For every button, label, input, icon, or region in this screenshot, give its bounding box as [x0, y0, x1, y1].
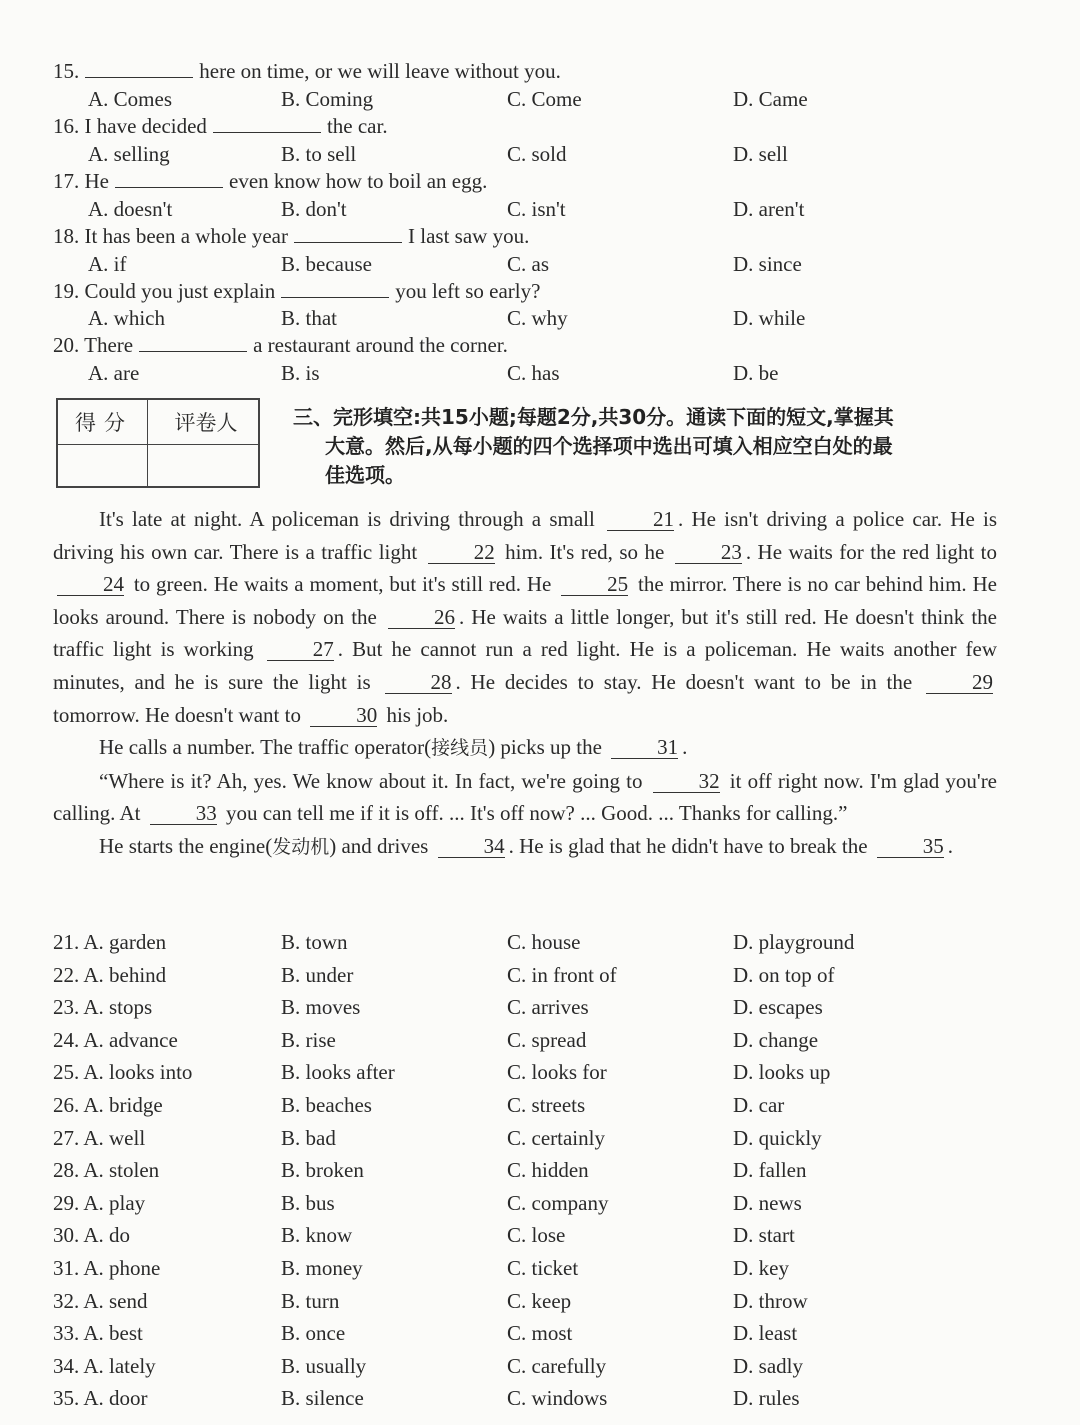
option-text: C. arrives: [507, 995, 589, 1019]
option: [53, 1124, 145, 1152]
option-text: C. certainly: [507, 1126, 605, 1150]
option-text: B. turn: [281, 1289, 340, 1313]
option: [53, 993, 152, 1021]
question-number: 34.: [53, 1354, 84, 1378]
question-number: 23.: [53, 995, 84, 1019]
option-text: D. car: [733, 1093, 785, 1117]
answer-blank: [85, 57, 193, 78]
option-text: A. stolen: [83, 1158, 160, 1182]
question-stem: [53, 57, 561, 85]
passage-text: . He decides to stay. He doesn't want to be in the: [455, 669, 922, 694]
question-number: 26.: [53, 1093, 84, 1117]
option: A. selling: [88, 142, 170, 166]
option: [733, 1156, 806, 1184]
option: [281, 961, 353, 989]
numbered-blank: 25: [561, 573, 628, 596]
option-text: D. news: [733, 1191, 802, 1215]
option-text: C. carefully: [507, 1354, 607, 1378]
option: [733, 993, 823, 1021]
option: [733, 961, 835, 989]
option: C. as: [507, 252, 549, 276]
option-text: C. streets: [507, 1093, 586, 1117]
question-text: the car.: [326, 114, 388, 138]
option: [53, 1287, 148, 1315]
passage-text: He calls a number. The traffic operator(: [99, 735, 432, 760]
option: D. sell: [733, 142, 788, 166]
passage-paragraph: [53, 765, 997, 830]
option: C. isn't: [507, 197, 566, 221]
option: [733, 1091, 784, 1119]
option: A. Comes: [88, 87, 172, 111]
question-number: 24.: [53, 1028, 84, 1052]
option-text: C. ticket: [507, 1256, 579, 1280]
passage-text: it off right now. I'm glad you're calling. At: [53, 768, 998, 826]
option: A. if: [88, 252, 127, 276]
option-text: C. hidden: [507, 1158, 589, 1182]
option: [53, 1254, 160, 1282]
option: [733, 1124, 822, 1152]
option-text: D. start: [733, 1223, 795, 1247]
score-label: 得分: [75, 411, 133, 435]
option: [53, 1058, 192, 1086]
option-text: D. least: [733, 1321, 798, 1345]
option: A. are: [88, 361, 140, 385]
option-text: B. usually: [281, 1354, 367, 1378]
option: D. aren't: [733, 197, 805, 221]
option-text: D. escapes: [733, 995, 823, 1019]
question-text: I last saw you.: [408, 224, 530, 248]
option-text: B. moves: [281, 995, 361, 1019]
question-number: 31.: [53, 1256, 84, 1280]
option: [281, 1384, 364, 1412]
passage-text: ) picks up the: [488, 735, 608, 760]
option: [53, 1221, 130, 1249]
passage-text: 接线员: [431, 737, 489, 760]
numbered-blank: 21: [607, 508, 674, 531]
option-text: B. town: [281, 930, 348, 954]
answer-blank: [294, 222, 402, 243]
option: [507, 1254, 578, 1282]
option-text: D. sadly: [733, 1354, 803, 1378]
option: D. be: [733, 361, 779, 385]
option-text: B. looks after: [281, 1060, 395, 1084]
option-text: A. play: [83, 1191, 146, 1215]
question-number: 27.: [53, 1126, 84, 1150]
option: D. Came: [733, 87, 808, 111]
question-text: There: [84, 333, 134, 357]
numbered-blank: 26: [388, 606, 455, 629]
option: [281, 993, 360, 1021]
option-text: A. looks into: [83, 1060, 193, 1084]
grader-label: 评卷人: [174, 411, 238, 435]
question-number: 15.: [53, 59, 80, 83]
section-title-line: 佳选项。: [325, 463, 405, 487]
option: [53, 1189, 145, 1217]
option: [507, 1189, 608, 1217]
option-text: D. fallen: [733, 1158, 807, 1182]
option-text: B. know: [281, 1223, 353, 1247]
option-text: C. spread: [507, 1028, 587, 1052]
option: B. to sell: [281, 142, 357, 166]
option-text: B. beaches: [281, 1093, 372, 1117]
option: [507, 1124, 605, 1152]
passage-text: ) and drives: [329, 833, 434, 858]
option: D. while: [733, 306, 806, 330]
question-number: 17.: [53, 169, 80, 193]
option-text: A. send: [83, 1289, 148, 1313]
option-text: D. on top of: [733, 963, 835, 987]
option: [507, 1156, 589, 1184]
divider: [147, 400, 148, 486]
question-text: He: [84, 169, 109, 193]
option-text: A. bridge: [83, 1093, 163, 1117]
option: [281, 928, 348, 956]
option: C. why: [507, 306, 568, 330]
passage-text: his job.: [381, 702, 449, 727]
option: [281, 1026, 336, 1054]
option-text: C. company: [507, 1191, 609, 1215]
option: [281, 1319, 345, 1347]
numbered-blank: 23: [675, 541, 742, 564]
option: [507, 993, 589, 1021]
option-text: B. once: [281, 1321, 346, 1345]
question-number: 19.: [53, 279, 80, 303]
passage: [53, 503, 997, 864]
option-text: D. rules: [733, 1386, 800, 1410]
option-text: B. rise: [281, 1028, 336, 1052]
option: [507, 1091, 585, 1119]
option: [733, 1384, 800, 1412]
option: A. doesn't: [88, 197, 173, 221]
numbered-blank: 33: [150, 802, 217, 825]
passage-text: He starts the engine(: [99, 833, 273, 858]
question-text: even know how to boil an egg.: [229, 169, 488, 193]
numbered-blank: 29: [926, 671, 993, 694]
option-text: C. keep: [507, 1289, 572, 1313]
option: [281, 1091, 372, 1119]
option-text: A. garden: [83, 930, 167, 954]
numbered-blank: 27: [267, 638, 334, 661]
option: [733, 1189, 802, 1217]
numbered-blank: 32: [653, 770, 720, 793]
option: A. which: [88, 306, 165, 330]
question-text: It has been a whole year: [84, 224, 288, 248]
option-text: A. well: [83, 1126, 146, 1150]
passage-paragraph: [53, 830, 997, 864]
question-stem: [53, 112, 388, 140]
passage-text: . He waits for the red light to: [745, 539, 998, 564]
question-stem: [53, 331, 508, 359]
question-stem: [53, 222, 529, 250]
answer-blank: [115, 167, 223, 188]
option: [507, 1384, 607, 1412]
option: [507, 1058, 607, 1086]
option: [53, 928, 166, 956]
numbered-blank: 31: [611, 736, 678, 759]
question-number: 25.: [53, 1060, 84, 1084]
passage-text: the mirror. There is no car behind him. He looks around. There is nobody on the: [53, 572, 997, 629]
question-text: I have decided: [84, 114, 207, 138]
answer-blank: [281, 277, 389, 298]
option: [733, 1287, 808, 1315]
option: [733, 1026, 818, 1054]
option: [507, 1352, 606, 1380]
option: [281, 1254, 363, 1282]
option: B. because: [281, 252, 372, 276]
score-box: [56, 398, 260, 488]
option-text: D. key: [733, 1256, 789, 1280]
option-text: B. money: [281, 1256, 363, 1280]
option-text: B. silence: [281, 1386, 364, 1410]
passage-text: 发动机: [272, 835, 330, 858]
passage-text: . He is glad that he didn't have to break the: [508, 833, 873, 858]
option: [507, 1026, 586, 1054]
option-text: D. looks up: [733, 1060, 831, 1084]
question-number: 32.: [53, 1289, 84, 1313]
question-text: you left so early?: [395, 279, 541, 303]
option: B. don't: [281, 197, 347, 221]
numbered-blank: 24: [57, 573, 124, 596]
passage-text: tomorrow. He doesn't want to: [53, 702, 307, 727]
question-number: 28.: [53, 1158, 84, 1182]
option: [281, 1156, 364, 1184]
question-number: 21.: [53, 930, 84, 954]
option: D. since: [733, 252, 802, 276]
option: [733, 1352, 803, 1380]
option: B. is: [281, 361, 320, 385]
section-title-line: 三、完形填空:共15小题;每题2分,共30分。通读下面的短文,掌握其: [293, 405, 894, 429]
option-text: B. broken: [281, 1158, 364, 1182]
numbered-blank: 28: [385, 671, 452, 694]
option: [733, 1058, 830, 1086]
option: [733, 1221, 795, 1249]
passage-text: It's late at night. A policeman is driving through a small: [99, 507, 604, 531]
answer-blank: [139, 331, 247, 352]
option: B. Coming: [281, 87, 374, 111]
option-text: A. best: [83, 1321, 143, 1345]
option: [281, 1352, 366, 1380]
question-stem: [53, 277, 540, 305]
section-instructions: [293, 403, 993, 490]
question-text: Could you just explain: [84, 279, 276, 303]
option-text: B. bus: [281, 1191, 335, 1215]
option: [53, 1026, 178, 1054]
passage-paragraph: [53, 503, 997, 731]
question-number: 30.: [53, 1223, 84, 1247]
option-text: B. bad: [281, 1126, 336, 1150]
option: C. sold: [507, 142, 567, 166]
numbered-blank: 30: [310, 704, 377, 727]
option-text: D. throw: [733, 1289, 808, 1313]
option: [733, 1254, 789, 1282]
question-number: 22.: [53, 963, 84, 987]
option-text: D. playground: [733, 930, 855, 954]
passage-text: . But he cannot run a red light. He is a policeman. He waits another few minutes, and he is sure the light is: [53, 637, 997, 694]
question-number: 20.: [53, 333, 80, 357]
option-text: A. behind: [83, 963, 167, 987]
option: [53, 1091, 163, 1119]
option: [53, 961, 166, 989]
question-number: 16.: [53, 114, 80, 138]
option-text: A. advance: [83, 1028, 178, 1052]
option: [507, 928, 581, 956]
numbered-blank: 22: [428, 541, 495, 564]
option: [281, 1124, 336, 1152]
option-text: A. do: [83, 1223, 131, 1247]
option-text: C. looks for: [507, 1060, 607, 1084]
question-text: here on time, or we will leave without you.: [199, 59, 561, 83]
option: [281, 1189, 335, 1217]
option: [53, 1352, 156, 1380]
question-number: 18.: [53, 224, 80, 248]
question-text: a restaurant around the corner.: [253, 333, 508, 357]
option-text: C. house: [507, 930, 581, 954]
option: [507, 1287, 571, 1315]
passage-text: you can tell me if it is off. ... It's off now? ... Good. ... Thanks for calling.”: [220, 801, 848, 826]
option-text: A. door: [83, 1386, 148, 1410]
option-text: C. in front of: [507, 963, 617, 987]
option: B. that: [281, 306, 337, 330]
option-text: C. windows: [507, 1386, 608, 1410]
option: [281, 1058, 395, 1086]
question-number: 29.: [53, 1191, 84, 1215]
option: [507, 961, 617, 989]
passage-paragraph: [53, 731, 997, 765]
option-text: A. phone: [83, 1256, 161, 1280]
option: [53, 1156, 159, 1184]
question-stem: [53, 167, 487, 195]
option: [281, 1221, 352, 1249]
option: [507, 1319, 572, 1347]
option-text: A. stops: [83, 995, 153, 1019]
numbered-blank: 35: [877, 835, 944, 858]
passage-text: him. It's red, so he: [498, 539, 671, 564]
option-text: C. most: [507, 1321, 573, 1345]
option-text: D. quickly: [733, 1126, 822, 1150]
divider: [58, 444, 258, 445]
option: [53, 1384, 148, 1412]
question-number: 33.: [53, 1321, 84, 1345]
passage-text: . He isn't driving a police car. He is driving his own car. There is a traffic light: [53, 507, 998, 564]
option: [733, 1319, 797, 1347]
option-text: A. lately: [83, 1354, 156, 1378]
answer-blank: [213, 112, 321, 133]
passage-text: . He waits a little longer, but it's still red. He doesn't think the traffic light is working: [53, 604, 997, 662]
option-text: C. lose: [507, 1223, 566, 1247]
option-text: B. under: [281, 963, 354, 987]
passage-text: .: [682, 735, 688, 760]
option: C. has: [507, 361, 560, 385]
section-title-line: 大意。然后,从每小题的四个选择项中选出可填入相应空白处的最: [325, 434, 893, 458]
passage-text: .: [947, 833, 954, 858]
option: [733, 928, 854, 956]
numbered-blank: 34: [438, 835, 505, 858]
passage-text: “Where is it? Ah, yes. We know about it. In fact, we're going to: [99, 768, 649, 793]
option: [53, 1319, 143, 1347]
question-number: 35.: [53, 1386, 84, 1410]
option-text: D. change: [733, 1028, 819, 1052]
option: [507, 1221, 565, 1249]
option: [281, 1287, 339, 1315]
option: C. Come: [507, 87, 582, 111]
passage-text: to green. He waits a moment, but it's still red. He: [128, 572, 558, 597]
